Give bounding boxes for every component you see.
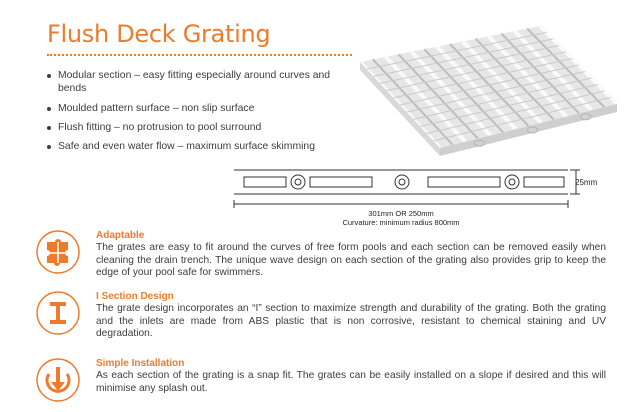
feature-title: Simple Installation (96, 358, 185, 369)
grating-pin (528, 127, 538, 133)
feature-description: The grate design incorporates an “I” section to maximize strength and durability of the grating. Both the grating and the inlets are made from ABS plastic that is non corrosive, resistant to chemical staining and UV degradation. (96, 303, 606, 340)
curvature-label: Curvature: minimum radius 800mm (342, 218, 460, 227)
grating-pin (474, 140, 484, 146)
cross-section-diagram (228, 162, 608, 230)
height-dimension-label: 25mm (575, 178, 598, 187)
feature-title: Adaptable (96, 230, 145, 241)
feature-description: As each section of the grating is a snap fit. The grates can be easily installed on a slope if desired and this will minimise any splash out. (96, 370, 606, 394)
feature-description: The grates are easy to fit around the curves of free form pools and each section can be removed easily when cleaning the drain trench. The unique wave design on each section of the grating also provides grip to keep the edge of your pool safe for swimmers. (96, 242, 606, 279)
grating-pin (581, 114, 591, 120)
grating-product-image (355, 22, 620, 157)
bullet-item: Flush fitting – no protrusion to pool surround (47, 121, 347, 134)
feature-i-section (36, 291, 606, 339)
feature-bullet-list (47, 69, 347, 159)
puzzle-icon (36, 230, 80, 274)
page-title: Flush Deck Grating (47, 20, 271, 48)
width-dimension-label: 301mm OR 250mm (368, 209, 434, 218)
title-dotted-divider (47, 54, 352, 56)
bullet-item: Safe and even water flow – maximum surface skimming (47, 140, 347, 153)
bullet-item: Moulded pattern surface – non slip surface (47, 102, 347, 115)
feature-simple-installation (36, 358, 606, 406)
feature-title: I Section Design (96, 291, 174, 302)
i-beam-icon (36, 291, 80, 335)
feature-adaptable (36, 230, 606, 278)
arrow-down-icon (36, 358, 80, 402)
bullet-item: Modular section – easy fitting especially around curves and bends (47, 69, 347, 96)
